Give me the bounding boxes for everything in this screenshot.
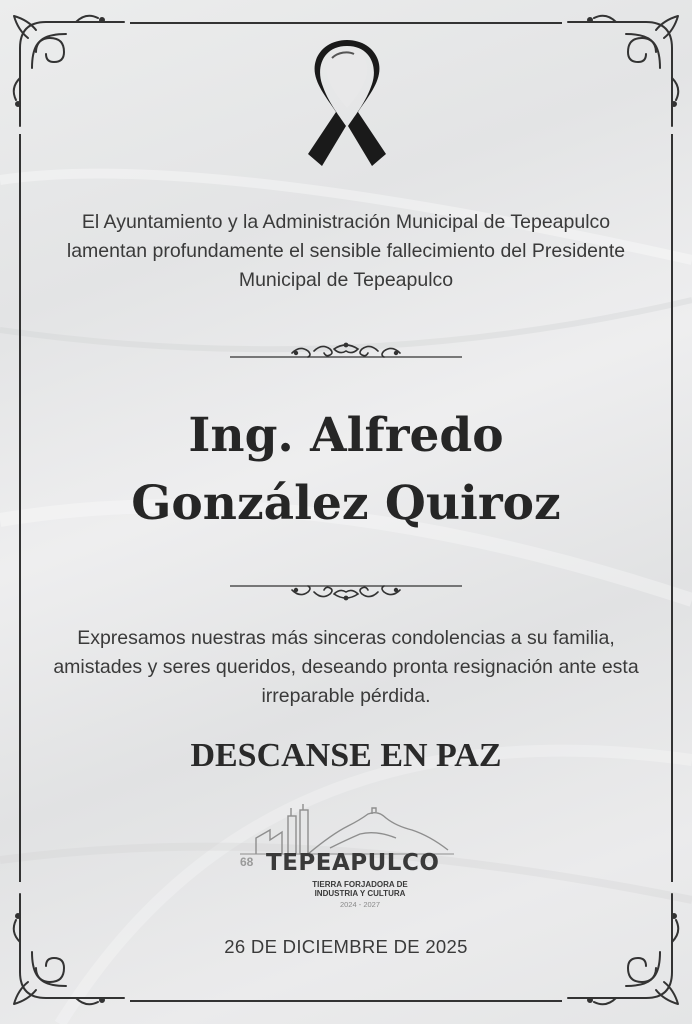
rest-in-peace-heading: DESCANSE EN PAZ: [190, 737, 502, 774]
frame-top-line: [130, 22, 562, 24]
deceased-name-line2: González Quiroz: [131, 476, 561, 531]
date-text: 26 DE DICIEMBRE DE 2025: [224, 936, 468, 957]
deceased-name-line1: Ing. Alfredo: [188, 408, 504, 463]
corner-flourish-icon: [6, 8, 126, 128]
frame-bottom-line: [130, 1000, 562, 1002]
ornamental-divider-icon: [230, 580, 462, 602]
logo-name: TEPEAPULCO: [266, 850, 440, 876]
announcement-text: El Ayuntamiento y la Administración Municipal de Tepeapulco lamentan profundamente el sensible fallecimiento del Presidente Municipal de Tepeapulco: [66, 211, 626, 291]
logo-years: 2024 - 2027: [339, 900, 381, 909]
municipality-logo: [236, 804, 458, 914]
deceased-name: [20, 402, 672, 538]
corner-flourish-icon: [566, 8, 686, 128]
logo-tagline-line1: TIERRA FORJADORA DE: [312, 880, 408, 889]
condolences-text: Expresamos nuestras más sinceras condolencias a su familia, amistades y seres queridos, deseando pronta resignación ante esta irreparable pérdida.: [53, 627, 639, 707]
black-ribbon-icon: [302, 38, 392, 172]
logo-number: 68: [240, 855, 254, 869]
logo-tagline-line2: INDUSTRIA Y CULTURA: [314, 889, 406, 898]
ornamental-divider-icon: [230, 341, 462, 363]
